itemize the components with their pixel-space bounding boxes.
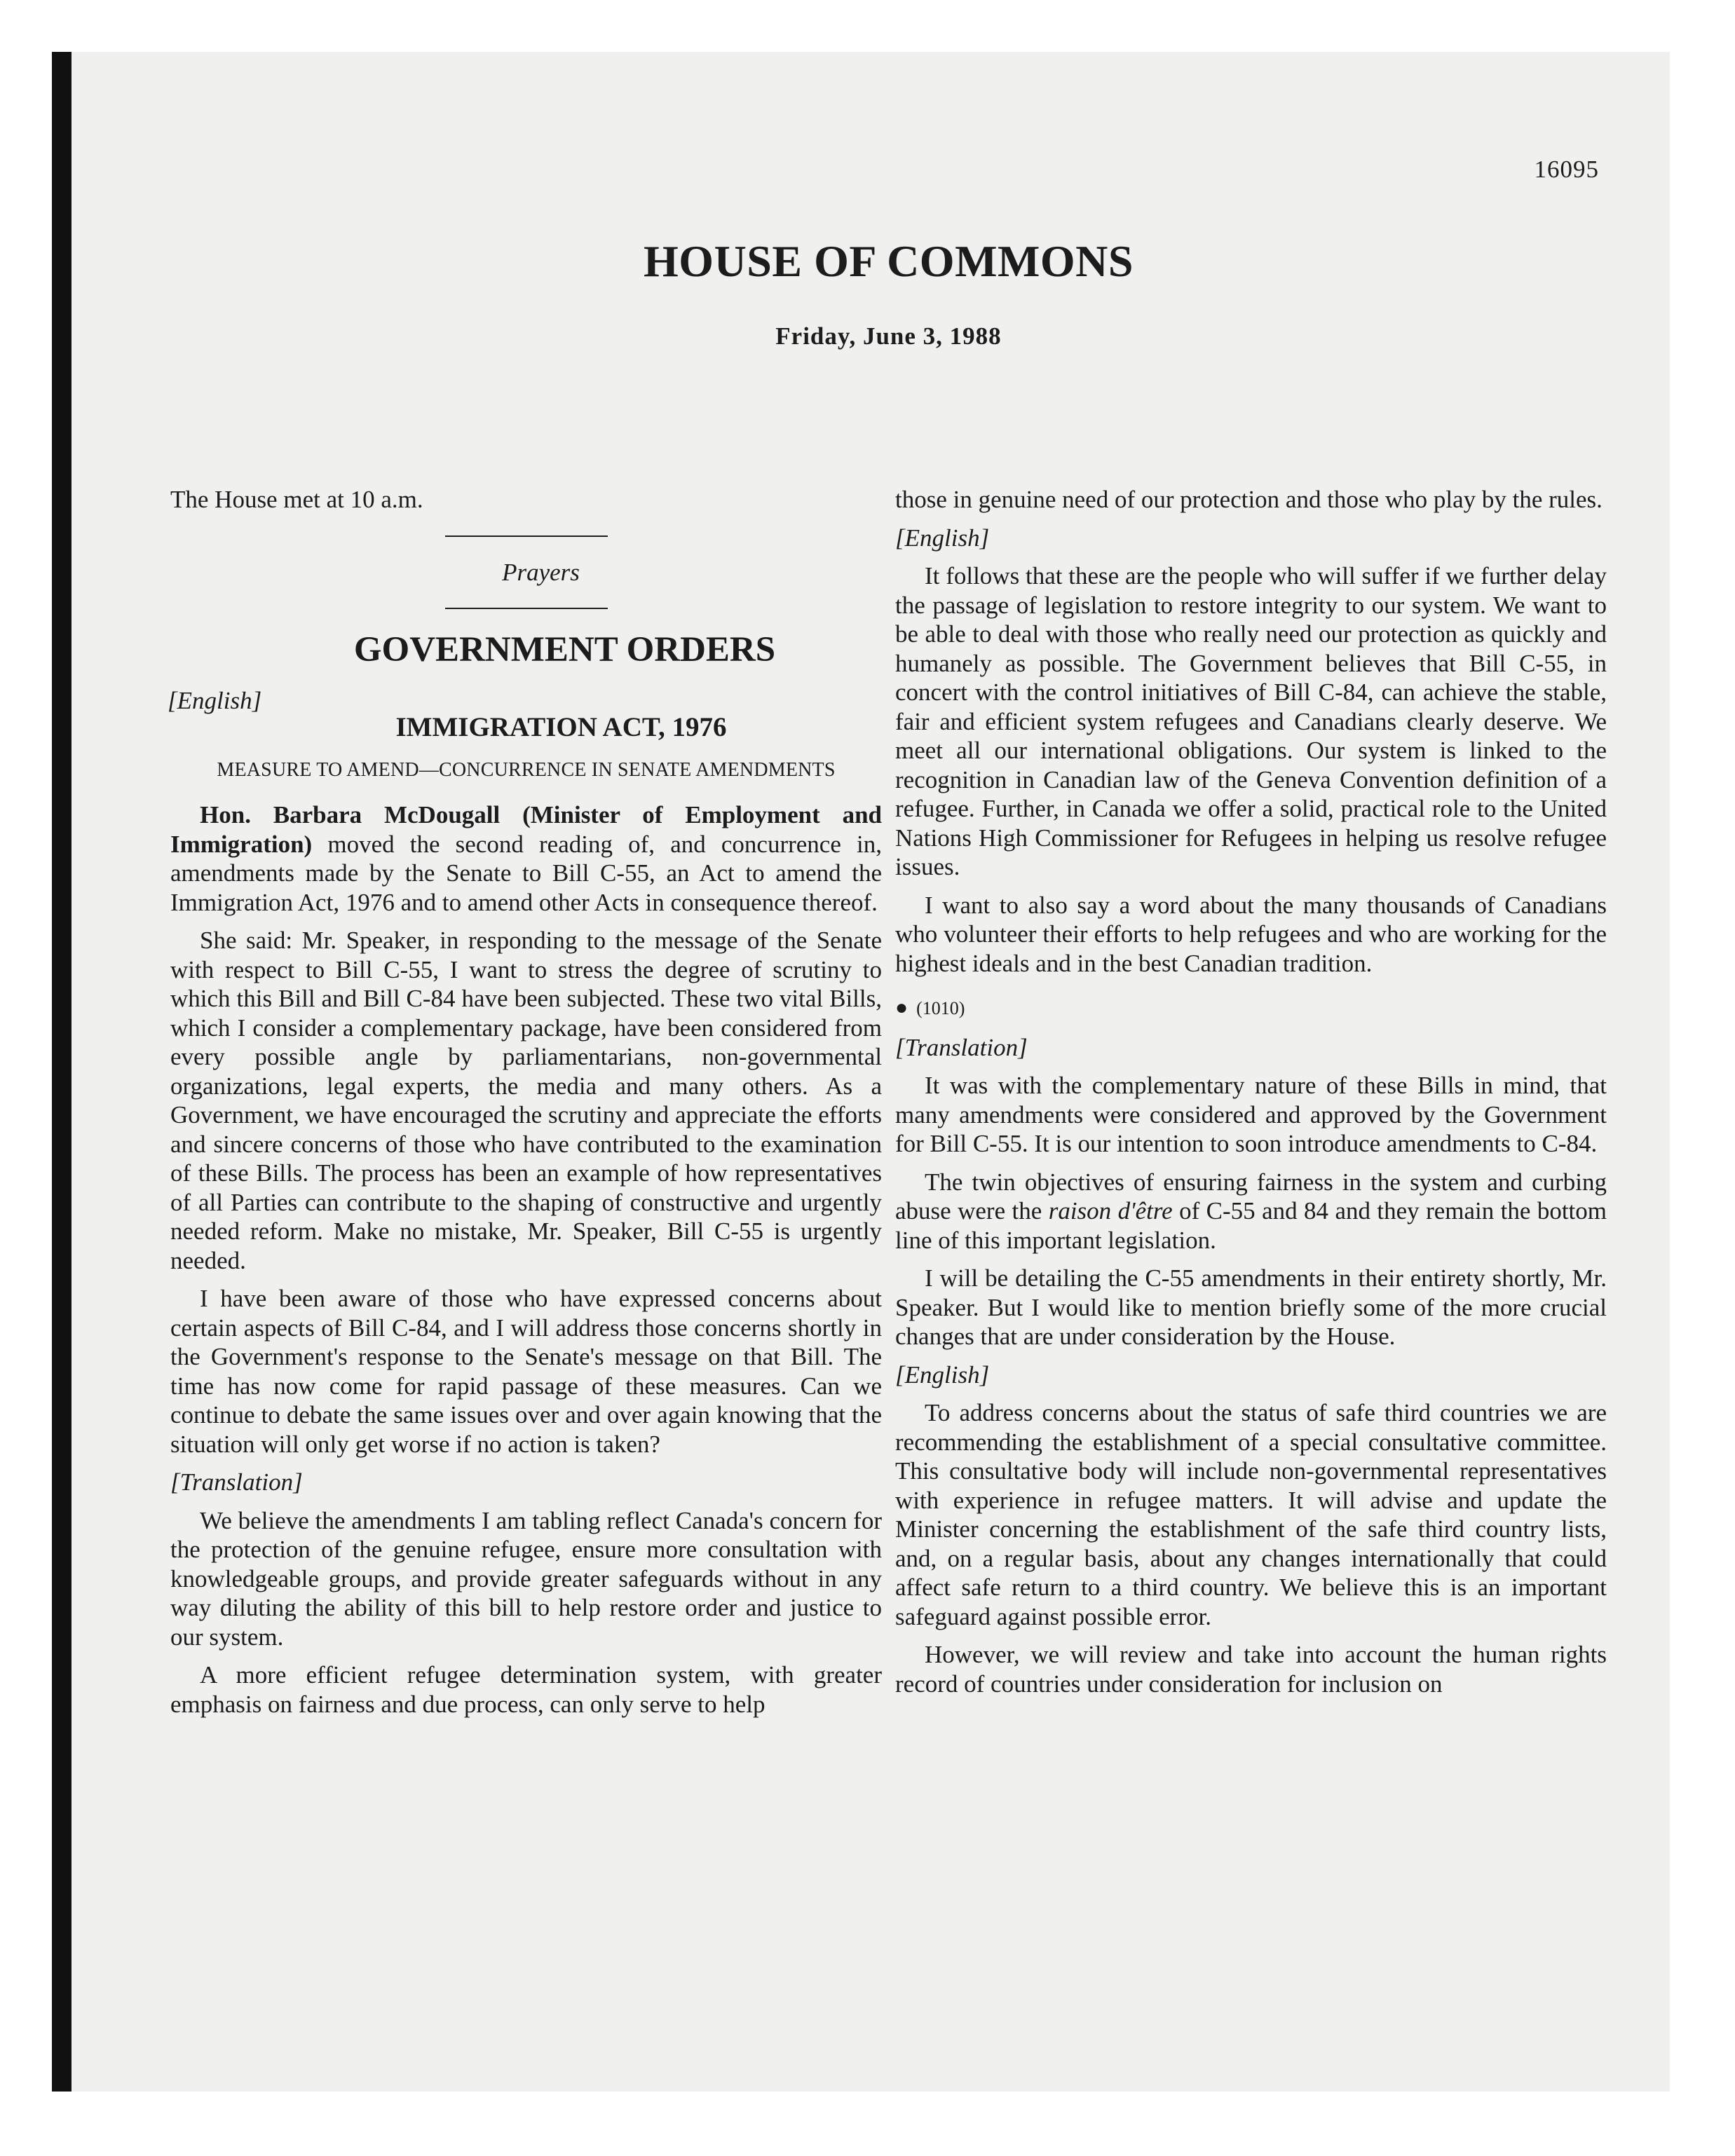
- prayers-heading: Prayers: [502, 558, 580, 586]
- motion-paragraph: [170, 800, 882, 917]
- divider-rule: [445, 535, 608, 537]
- paragraph: I will be detailing the C-55 amendments in their entirety shortly, Mr. Speaker. But I would like to mention briefly some of the more crucial changes that are under consideration by the House.: [895, 1264, 1607, 1350]
- right-column: [895, 485, 1607, 1707]
- motion-text: moved the second reading of, and concurrence in, amendments made by the Senate to Bill C-55, an Act to amend the Immigration Act, 1976 and to amend other Acts in consequence thereof.: [170, 830, 882, 916]
- paragraph: However, we will review and take into account the human rights record of countries under consideration for inclusion on: [895, 1641, 1607, 1698]
- left-column: [170, 485, 882, 1728]
- measure-subheading: MEASURE TO AMEND—CONCURRENCE IN SENATE AMENDMENTS: [217, 759, 836, 782]
- paragraph: She said: Mr. Speaker, in responding to the message of the Senate with respect to Bill C-55, I want to stress the degree of scrutiny to which this Bill and Bill C-84 have been subjected. These two vital Bills, which I consider a complementary package, have been considered from every possible angle by parliamentarians, non-governmental organizations, legal experts, the media and many others. As a Government, we have encouraged the scrutiny and appreciate the efforts and sincere concerns of those who have contributed to the examination of these Bills. The process has been an example of how representatives of all Parties can contribute to the shaping of constructive and urgently needed reform. Make no mistake, Mr. Speaker, Bill C-55 is urgently needed.: [170, 927, 882, 1274]
- paragraph: [895, 1168, 1607, 1255]
- bullet-icon: ●: [895, 996, 909, 1019]
- paragraph: We believe the amendments I am tabling reflect Canada's concern for the protection of the genuine refugee, ensure more consultation with knowledgeable groups, and provide greater safeguards without in any way diluting the ability of this bill to help restore order and justice to our system.: [170, 1506, 882, 1651]
- page-number: 16095: [1534, 156, 1599, 183]
- italic-phrase: raison d'être: [1048, 1197, 1173, 1224]
- paragraph: To address concerns about the status of safe third countries we are recommending the establishment of a special consultative committee. This consultative body will include non-governmental representatives with experience in refugee matters. It will advise and update the Minister concerning the establishment of the safe third country lists, and, on a regular basis, about any changes internationally that could affect safe return to a third country. We believe this is an important safeguard against possible error.: [895, 1399, 1607, 1630]
- paragraph: I want to also say a word about the many thousands of Canadians who volunteer their efforts to help refugees and who are working for the highest ideals and in the best Canadian tradition.: [895, 891, 1607, 977]
- page-title: HOUSE OF COMMONS: [644, 236, 1134, 286]
- sitting-date: Friday, June 3, 1988: [775, 322, 1002, 350]
- divider-rule: [445, 608, 608, 609]
- text-run: of C-55 and 84 and they remain the bottom line of this important legislation.: [895, 1197, 1607, 1254]
- time-stamp: (1010): [916, 998, 965, 1018]
- act-title: IMMIGRATION ACT, 1976: [395, 711, 727, 742]
- translation-marker: [Translation]: [895, 1033, 1028, 1061]
- paragraph-continued: those in genuine need of our protection and those who play by the rules.: [895, 486, 1603, 513]
- paragraph: I have been aware of those who have expressed concerns about certain aspects of Bill C-84, and I will address those concerns shortly in the Government's response to the Senate's message on that Bill. The time has now come for rapid passage of these measures. Can we continue to debate the same issues over and over again knowing that the situation will only get worse if no action is taken?: [170, 1285, 882, 1458]
- opening-line: The House met at 10 a.m.: [170, 486, 423, 513]
- text-run: The twin objectives of ensuring fairness in the system and curbing abuse were the: [895, 1168, 1607, 1224]
- masthead: [175, 237, 1602, 350]
- paragraph: It was with the complementary nature of these Bills in mind, that many amendments were considered and approved by the Government for Bill C-55. It is our intention to soon introduce amendments to C-84.: [895, 1072, 1607, 1157]
- paragraph: A more efficient refugee determination system, with greater emphasis on fairness and due process, can only serve to help: [170, 1661, 882, 1718]
- speaker-name: Hon. Barbara McDougall (Minister of Employment and Immigration): [170, 801, 882, 858]
- language-marker: [English]: [168, 687, 262, 715]
- translation-marker: [Translation]: [170, 1468, 303, 1496]
- language-marker: [English]: [895, 1360, 990, 1389]
- time-marker: [895, 993, 1607, 1023]
- paragraph: It follows that these are the people who will suffer if we further delay the passage of legislation to restore integrity to our system. We want to be able to deal with those who really need our protection as quickly and humanely as possible. The Government believes that Bill C-55, in concert with the control initiatives of Bill C-84, can achieve the stable, fair and efficient system refugees and Canadians clearly deserve. We meet all our international obligations. Our system is linked to the recognition in Canadian law of the Geneva Convention definition of a refugee. Further, in Canada we offer a solid, practical role to the United Nations High Commissioner for Refugees in helping us resolve refugee issues.: [895, 562, 1607, 880]
- language-marker: [English]: [895, 524, 990, 552]
- scan-edge: [52, 52, 72, 2092]
- section-heading: GOVERNMENT ORDERS: [353, 630, 776, 669]
